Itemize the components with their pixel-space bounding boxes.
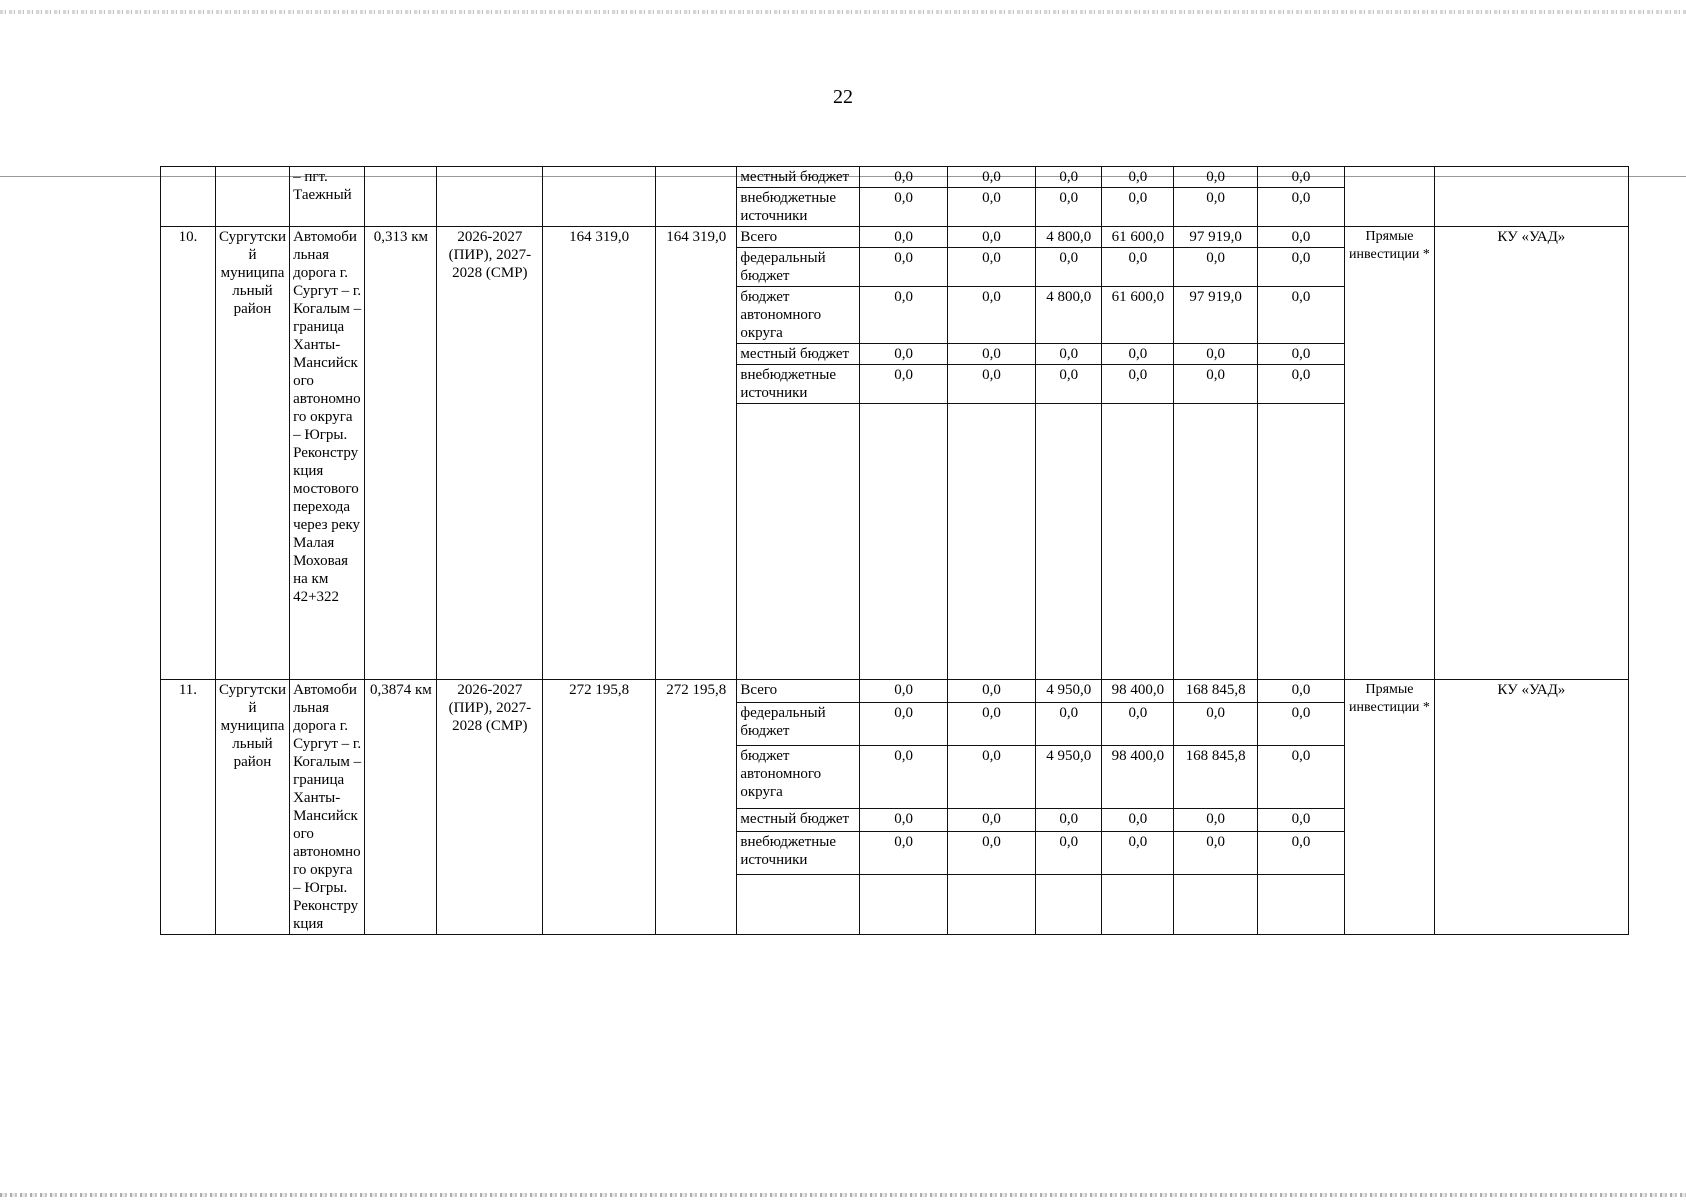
funding-source: внебюджетные источники bbox=[737, 831, 860, 874]
cell-capacity bbox=[365, 167, 437, 227]
filler-cell bbox=[947, 404, 1035, 680]
funding-value: 0,0 bbox=[1036, 831, 1102, 874]
funding-value: 0,0 bbox=[947, 188, 1035, 227]
funding-value: 0,0 bbox=[947, 703, 1035, 746]
funding-value: 4 950,0 bbox=[1036, 746, 1102, 809]
funding-value: 0,0 bbox=[1174, 188, 1257, 227]
funding-value: 0,0 bbox=[1174, 167, 1257, 188]
funding-value: 0,0 bbox=[1257, 703, 1344, 746]
funding-value: 4 950,0 bbox=[1036, 680, 1102, 703]
cell-object: – пгт. Таежный bbox=[290, 167, 365, 227]
funding-value: 0,0 bbox=[1257, 227, 1344, 248]
filler-cell bbox=[1174, 875, 1257, 935]
cell-capacity: 0,3874 км bbox=[365, 680, 437, 935]
funding-value: 0,0 bbox=[860, 188, 947, 227]
funding-value: 0,0 bbox=[860, 680, 947, 703]
table-row-continued bbox=[161, 167, 1629, 188]
cell-period: 2026-2027 (ПИР), 2027-2028 (СМР) bbox=[437, 680, 543, 935]
funding-value: 97 919,0 bbox=[1174, 287, 1257, 344]
cell-capacity: 0,313 км bbox=[365, 227, 437, 680]
cell-period: 2026-2027 (ПИР), 2027-2028 (СМР) bbox=[437, 227, 543, 680]
funding-value: 0,0 bbox=[947, 746, 1035, 809]
cell-customer bbox=[1434, 167, 1628, 227]
cell-municipality bbox=[215, 167, 289, 227]
funding-value: 0,0 bbox=[1036, 703, 1102, 746]
funding-source: Всего bbox=[737, 680, 860, 703]
cell-cost-remaining: 272 195,8 bbox=[656, 680, 737, 935]
investment-table bbox=[160, 166, 1629, 935]
funding-source: местный бюджет bbox=[737, 167, 860, 188]
funding-value: 61 600,0 bbox=[1102, 227, 1174, 248]
funding-value: 0,0 bbox=[1174, 703, 1257, 746]
cell-period bbox=[437, 167, 543, 227]
funding-value: 0,0 bbox=[860, 248, 947, 287]
funding-value: 0,0 bbox=[1102, 248, 1174, 287]
funding-value: 0,0 bbox=[860, 344, 947, 365]
funding-value: 0,0 bbox=[1102, 831, 1174, 874]
funding-value: 0,0 bbox=[1102, 188, 1174, 227]
funding-value: 0,0 bbox=[1257, 746, 1344, 809]
funding-source: местный бюджет bbox=[737, 808, 860, 831]
funding-value: 0,0 bbox=[860, 167, 947, 188]
funding-source: федеральный бюджет bbox=[737, 248, 860, 287]
funding-value: 0,0 bbox=[1257, 188, 1344, 227]
funding-value: 0,0 bbox=[947, 831, 1035, 874]
funding-value: 0,0 bbox=[1102, 808, 1174, 831]
funding-value: 0,0 bbox=[860, 227, 947, 248]
funding-value: 168 845,8 bbox=[1174, 746, 1257, 809]
funding-value: 168 845,8 bbox=[1174, 680, 1257, 703]
table-row bbox=[161, 227, 1629, 248]
cell-municipality: Сургутский муниципальный район bbox=[215, 227, 289, 680]
funding-value: 0,0 bbox=[1174, 248, 1257, 287]
funding-value: 0,0 bbox=[860, 365, 947, 404]
filler-cell bbox=[860, 404, 947, 680]
funding-value: 0,0 bbox=[1257, 167, 1344, 188]
table-row bbox=[161, 680, 1629, 703]
funding-value: 98 400,0 bbox=[1102, 680, 1174, 703]
funding-value: 0,0 bbox=[1102, 167, 1174, 188]
funding-source: федеральный бюджет bbox=[737, 703, 860, 746]
funding-value: 0,0 bbox=[1257, 680, 1344, 703]
funding-value: 0,0 bbox=[1257, 365, 1344, 404]
cell-mechanism: Прямые инвестиции * bbox=[1345, 227, 1434, 680]
funding-value: 0,0 bbox=[860, 746, 947, 809]
funding-value: 0,0 bbox=[860, 287, 947, 344]
funding-value: 0,0 bbox=[1036, 808, 1102, 831]
cell-object: Автомобильная дорога г. Сургут – г. Когалым – граница Ханты-Мансийского автономного округа – Югры. Реконструкция bbox=[290, 680, 365, 935]
filler-cell bbox=[1036, 875, 1102, 935]
funding-value: 0,0 bbox=[1036, 365, 1102, 404]
cell-mechanism: Прямые инвестиции * bbox=[1345, 680, 1434, 935]
cell-customer: КУ «УАД» bbox=[1434, 227, 1628, 680]
funding-value: 0,0 bbox=[1174, 808, 1257, 831]
funding-source: местный бюджет bbox=[737, 344, 860, 365]
cell-cost-remaining: 164 319,0 bbox=[656, 227, 737, 680]
filler-cell bbox=[1036, 404, 1102, 680]
funding-value: 0,0 bbox=[1102, 344, 1174, 365]
funding-value: 0,0 bbox=[947, 365, 1035, 404]
funding-value: 0,0 bbox=[1174, 831, 1257, 874]
funding-value: 0,0 bbox=[1102, 703, 1174, 746]
funding-value: 0,0 bbox=[860, 703, 947, 746]
filler-cell bbox=[1102, 404, 1174, 680]
funding-value: 0,0 bbox=[860, 831, 947, 874]
funding-value: 0,0 bbox=[1257, 287, 1344, 344]
funding-value: 0,0 bbox=[947, 344, 1035, 365]
funding-value: 0,0 bbox=[947, 167, 1035, 188]
funding-value: 0,0 bbox=[947, 680, 1035, 703]
filler-cell bbox=[737, 875, 860, 935]
cell-num: 11. bbox=[161, 680, 216, 935]
page-number: 22 bbox=[833, 86, 853, 108]
funding-value: 0,0 bbox=[860, 808, 947, 831]
funding-value: 0,0 bbox=[1257, 344, 1344, 365]
scan-edge-bottom bbox=[0, 1193, 1686, 1197]
funding-value: 0,0 bbox=[1257, 831, 1344, 874]
cell-municipality: Сургутский муниципальный район bbox=[215, 680, 289, 935]
cell-object: Автомобильная дорога г. Сургут – г. Когалым – граница Ханты-Мансийского автономного округа – Югры. Реконструкция мостового перехода через реку Малая Моховая на км 42+322 bbox=[290, 227, 365, 680]
filler-cell bbox=[737, 404, 860, 680]
funding-value: 0,0 bbox=[947, 287, 1035, 344]
funding-source: внебюджетные источники bbox=[737, 365, 860, 404]
filler-cell bbox=[860, 875, 947, 935]
funding-value: 0,0 bbox=[1036, 248, 1102, 287]
funding-value: 4 800,0 bbox=[1036, 227, 1102, 248]
funding-value: 0,0 bbox=[1036, 188, 1102, 227]
funding-source: бюджет автономного округа bbox=[737, 287, 860, 344]
cell-cost-total: 164 319,0 bbox=[543, 227, 656, 680]
funding-value: 0,0 bbox=[1257, 808, 1344, 831]
cell-num bbox=[161, 167, 216, 227]
cell-num: 10. bbox=[161, 227, 216, 680]
funding-source: внебюджетные источники bbox=[737, 188, 860, 227]
funding-source: Всего bbox=[737, 227, 860, 248]
filler-cell bbox=[1102, 875, 1174, 935]
funding-value: 61 600,0 bbox=[1102, 287, 1174, 344]
filler-cell bbox=[1174, 404, 1257, 680]
funding-source: бюджет автономного округа bbox=[737, 746, 860, 809]
filler-cell bbox=[1257, 875, 1344, 935]
funding-value: 4 800,0 bbox=[1036, 287, 1102, 344]
cell-cost-total: 272 195,8 bbox=[543, 680, 656, 935]
funding-value: 0,0 bbox=[1036, 167, 1102, 188]
funding-value: 0,0 bbox=[1174, 365, 1257, 404]
funding-value: 0,0 bbox=[947, 227, 1035, 248]
funding-value: 0,0 bbox=[1257, 248, 1344, 287]
cell-cost-remaining bbox=[656, 167, 737, 227]
funding-value: 0,0 bbox=[1174, 344, 1257, 365]
cell-mechanism bbox=[1345, 167, 1434, 227]
scan-edge-top bbox=[0, 10, 1686, 14]
funding-value: 98 400,0 bbox=[1102, 746, 1174, 809]
cell-customer: КУ «УАД» bbox=[1434, 680, 1628, 935]
funding-value: 0,0 bbox=[1102, 365, 1174, 404]
funding-value: 0,0 bbox=[1036, 344, 1102, 365]
funding-value: 97 919,0 bbox=[1174, 227, 1257, 248]
filler-cell bbox=[947, 875, 1035, 935]
filler-cell bbox=[1257, 404, 1344, 680]
funding-value: 0,0 bbox=[947, 808, 1035, 831]
funding-value: 0,0 bbox=[947, 248, 1035, 287]
cell-cost-total bbox=[543, 167, 656, 227]
